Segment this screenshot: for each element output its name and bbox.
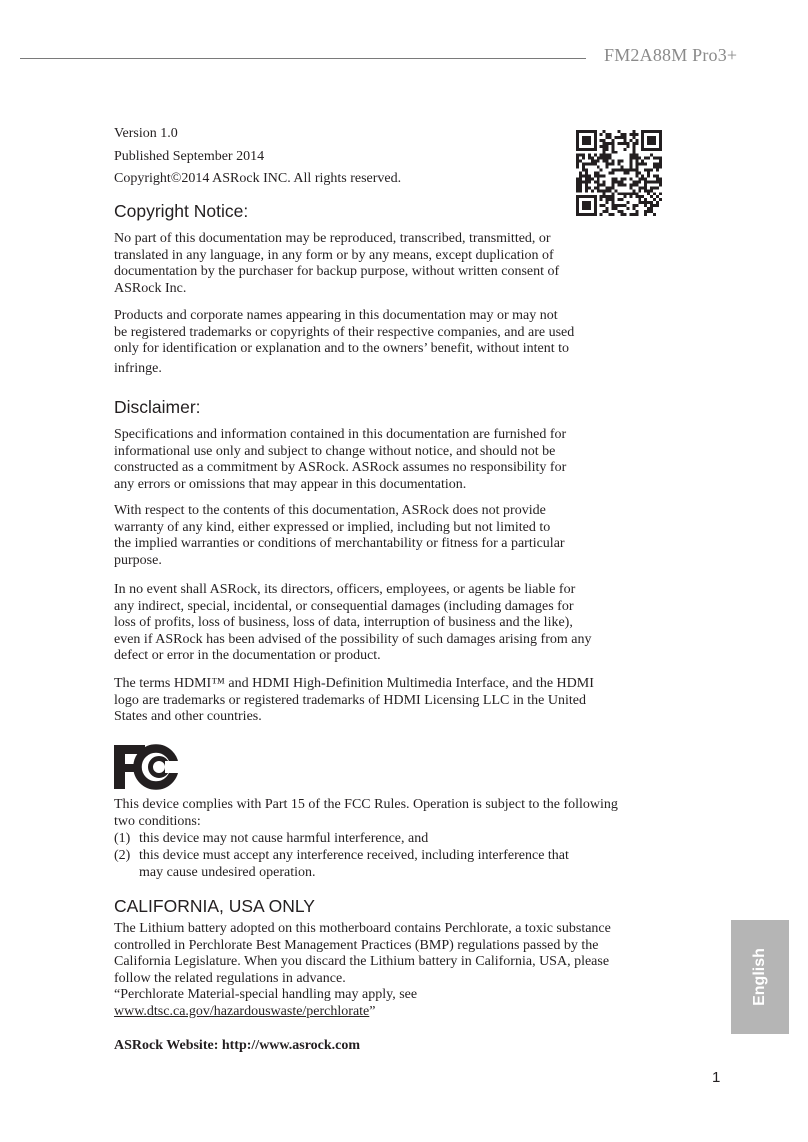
list-item-continuation: may cause undesired operation. [139,864,316,880]
fcc-logo [114,744,180,790]
copyright-paragraph-1: No part of this documentation may be reproduced, transcribed, transmitted, or translated in any language, in any form or by any means, except duplication of documentation by the purchaser for backup purpose, without written consent of ASRock Inc. [114,231,560,296]
disclaimer-paragraph-3: In no event shall ASRock, its directors, officers, employees, or agents be liable for any indirect, special, incidental, or consequential damages (including damages for loss of profits, loss of business, loss of data, interruption of business and the like), even if ASRock has been advised of the possibility of such damages arising from any defect or error in the documentation or product. [114,582,592,664]
document-meta [114,123,401,191]
header-rule [20,58,586,59]
fcc-intro: This device complies with Part 15 of the FCC Rules. Operation is subject to the following two conditions: [114,797,618,829]
qr-code [576,130,662,216]
copyright-notice-heading: Copyright Notice: [114,201,249,221]
list-item: (2) this device must accept any interference received, including interference that [114,847,569,863]
disclaimer-heading: Disclaimer: [114,397,201,417]
header-title: FM2A88M Pro3+ [604,45,738,65]
asrock-website: ASRock Website: http://www.asrock.com [114,1038,361,1053]
california-heading: CALIFORNIA, USA ONLY [114,896,315,916]
published-text: Published September 2014 [114,148,265,164]
disclaimer-paragraph-1: Specifications and information contained in this documentation are furnished for informational use only and subject to change without notice, and should not be constructed as a commitment by ASRock. ASRock assumes no responsibility for any errors or omissions that may appear in this documentation. [114,427,567,492]
language-tab: English [731,920,789,1034]
fcc-conditions-list [114,831,569,881]
version-text: Version 1.0 [114,126,178,141]
page-number: 1 [712,1069,721,1086]
disclaimer-paragraph-2: With respect to the contents of this documentation, ASRock does not provide warranty of any kind, either expressed or implied, including but not limited to the implied warranties or conditions of merchantability or fitness for a particular purpose. [114,503,565,568]
list-item: (1) this device may not cause harmful interference, and [114,831,429,846]
copyright-text: Copyright©2014 ASRock INC. All rights reserved. [114,171,402,186]
california-paragraph: The Lithium battery adopted on this motherboard contains Perchlorate, a toxic substance controlled in Perchlorate Best Management Practices (BMP) regulations passed by the California Legislature. When you discard the Lithium battery in California, USA, please follow the related regulations in advance. “Perchlorate Material-special handling may apply, see www.dtsc.ca.gov/hazardouswaste/perchlorate” [114,921,611,1019]
disclaimer-paragraph-4: The terms HDMI™ and HDMI High-Definition Multimedia Interface, and the HDMI logo are trademarks or registered trademarks of HDMI Licensing LLC in the United States and other countries. [114,676,594,725]
perchlorate-link[interactable]: www.dtsc.ca.gov/hazardouswaste/perchlorate [114,1003,370,1019]
copyright-paragraph-2: Products and corporate names appearing in this documentation may or may not be registered trademarks or copyrights of their respective companies, and are used only for identification or explanation and to the owners’ benefit, without intent to infringe. [114,308,575,376]
